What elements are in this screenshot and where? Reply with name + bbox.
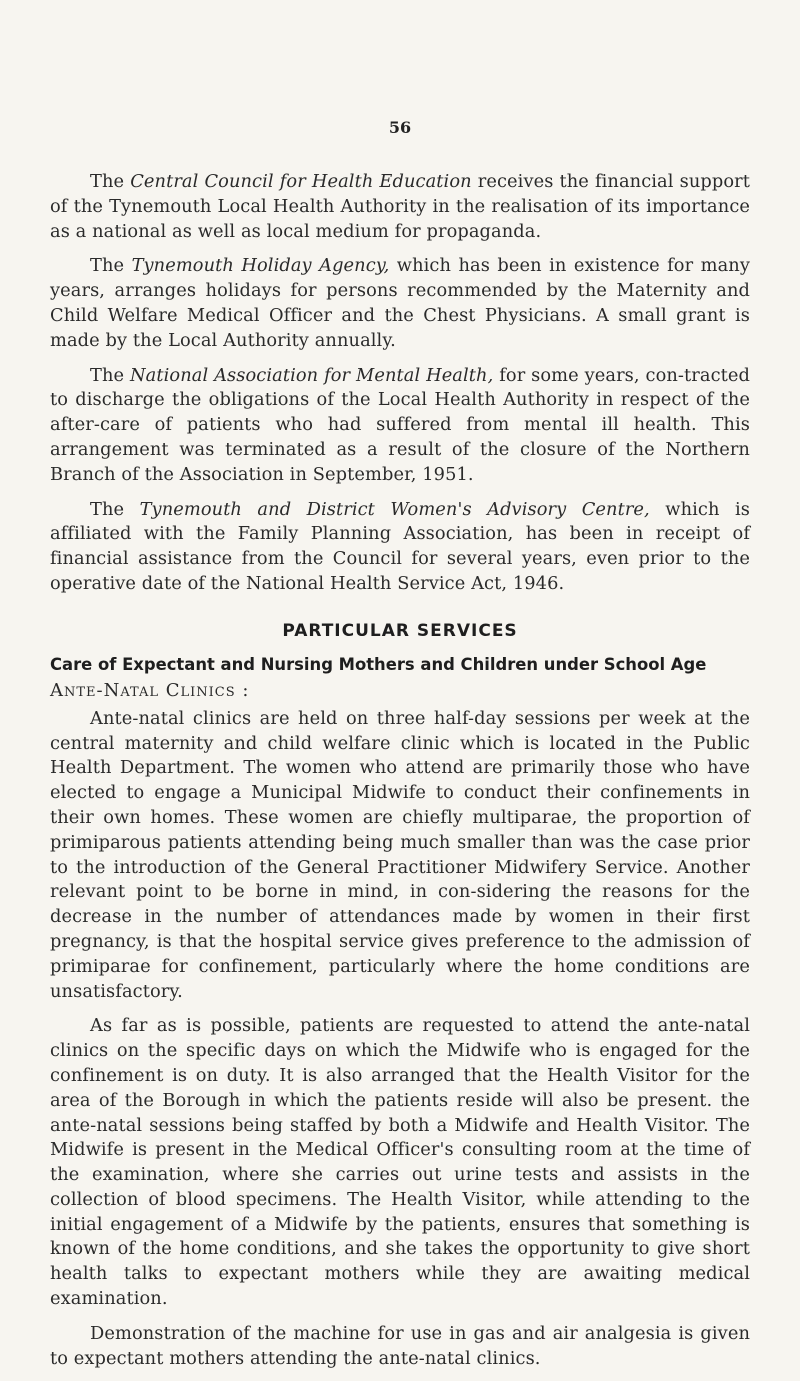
paragraph-text: The [90, 498, 140, 520]
paragraph-central-council [50, 170, 750, 244]
paragraph-text: which is affiliated with the Family Planning Association, has been in receipt of financial assistance from the Council for several years, even prior to the operative date of the National Health Service Act, 1946. [50, 498, 750, 594]
paragraph-ante-natal-clinics: Ante-natal clinics are held on three half-day sessions per week at the central maternity and child welfare clinic which is located in the Public Health Department. The women who attend are primarily those who have elected to engage a Municipal Midwife to conduct their confinements in their own homes. These women are chiefly multiparae, the proportion of primiparous patients attending being much smaller than was the case prior to the introduction of the General Practitioner Midwifery Service. Another relevant point to be borne in mind, in con-sidering the reasons for the decrease in the number of attendances made by women in their first pregnancy, is that the hospital service gives preference to the admission of primiparae for confinement, particularly where the home conditions are unsatisfactory. [50, 707, 750, 1002]
paragraph-analgesia-demonstration: Demonstration of the machine for use in gas and air analgesia is given to expectant mothers attending the ante-natal clinics. [50, 1322, 750, 1369]
organisation-name: National Association for Mental Health, [130, 364, 494, 386]
organisation-name: Tynemouth Holiday Agency, [131, 255, 390, 277]
organisation-name: Central Council for Health Education [130, 171, 472, 192]
paragraph-text: The [90, 171, 131, 192]
subsubsection-heading: Ante-Natal Clinics : [50, 679, 250, 701]
paragraph-text: which has been in existence for many years, arranges holidays for persons recommended by the Maternity and Child Welfare Medical Officer and the Chest Physicians. A small grant is made by the Local Authority annually. [50, 255, 750, 351]
paragraph-text: The [90, 364, 130, 386]
organisation-name: Tynemouth and District Women's Advisory Centre, [139, 498, 650, 520]
paragraph-text: receives the financial support of the Tynemouth Local Health Authority in the realisation of its importance as a national as well as local medium for propaganda. [50, 171, 750, 242]
subsection-heading: Care of Expectant and Nursing Mothers and Children under School Age [50, 654, 707, 674]
document-body [50, 170, 750, 1381]
page-number: 56 [388, 118, 412, 137]
paragraph-text: for some years, con-tracted to discharge the obligations of the Local Health Authority in respect of the after-care of patients who had suffered from mental ill health. This arrangement was terminated as a result of the closure of the Northern Branch of the Association in September, 1951. [50, 364, 750, 485]
paragraph-holiday-agency [50, 254, 750, 353]
paragraph-attendance-arrangements: As far as is possible, patients are requested to attend the ante-natal clinics on the specific days on which the Midwife who is engaged for the confinement is on duty. It is also arranged that the Health Visitor for the area of the Borough in which the patients reside will also be present. the ante-natal sessions being staffed by both a Midwife and Health Visitor. The Midwife is present in the Medical Officer's consulting room at the time of the examination, where she carries out urine tests and assists in the collection of blood specimens. The Health Visitor, while attending to the initial engagement of a Midwife by the patients, ensures that something is known of the home conditions, and she takes the opportunity to give short health talks to expectant mothers while they are awaiting medical examination. [50, 1015, 750, 1310]
paragraph-womens-advisory [50, 498, 750, 597]
section-heading: PARTICULAR SERVICES [282, 620, 518, 641]
paragraph-text: The [90, 255, 132, 277]
paragraph-mental-health [50, 364, 750, 488]
